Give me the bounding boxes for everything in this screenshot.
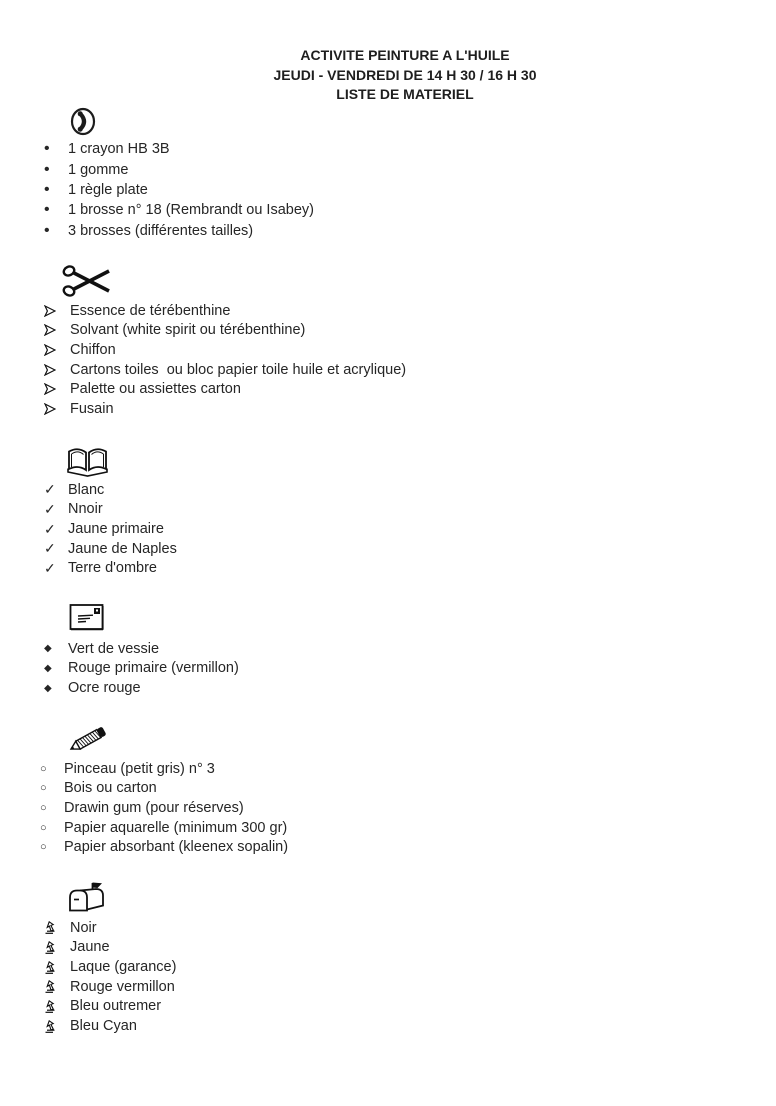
- pencil-supplies-list: [44, 139, 314, 241]
- disc-bullet: •: [44, 140, 50, 158]
- pen-over-lines-bullet-icon: [44, 980, 70, 993]
- arrowhead-bullet-icon: [44, 324, 70, 336]
- list-item-text: Jaune primaire: [68, 521, 164, 538]
- list-item-text: Rouge vermillon: [70, 978, 175, 995]
- pen-over-lines-bullet-icon: [44, 961, 70, 974]
- pen-over-lines-bullet-icon: [44, 941, 70, 954]
- disc-bullet: •: [44, 160, 50, 178]
- list-item-text: Bleu Cyan: [70, 1018, 137, 1035]
- list-item: [44, 200, 314, 220]
- scissors-icon: [62, 265, 110, 297]
- list-item: [40, 818, 288, 838]
- list-item: [44, 997, 176, 1017]
- list-item: [44, 180, 314, 200]
- pen-over-lines-bullet-icon: [44, 1020, 70, 1033]
- circle-bullet: ○: [40, 782, 47, 795]
- list-item: [40, 759, 288, 779]
- list-item-text: Papier absorbant (kleenex sopalin): [64, 839, 289, 856]
- list-item: [44, 678, 239, 698]
- list-item: [44, 301, 406, 321]
- list-item: [44, 480, 177, 500]
- diamond-bullet: ◆: [44, 682, 52, 694]
- diamond-bullet: ◆: [44, 662, 52, 674]
- list-item: [40, 779, 288, 799]
- check-bullet: ✓: [44, 500, 56, 517]
- list-item: [44, 659, 239, 679]
- disc-bullet: •: [44, 180, 50, 198]
- list-item-text: Laque (garance): [70, 959, 177, 976]
- list-item: [44, 918, 176, 938]
- check-bullet: ✓: [44, 559, 56, 576]
- base-colors-list: [44, 480, 177, 578]
- circle-bullet: ○: [40, 802, 47, 815]
- list-item-text: 1 règle plate: [68, 181, 148, 198]
- telephone-receiver-icon: [70, 107, 96, 136]
- list-item-text: 1 brosse n° 18 (Rembrandt ou Isabey): [68, 202, 314, 219]
- list-item-text: Ocre rouge: [68, 680, 141, 697]
- pencil-icon: [64, 723, 110, 754]
- list-item-text: Pinceau (petit gris) n° 3: [64, 760, 215, 777]
- arrowhead-bullet-icon: [44, 403, 70, 415]
- doc-title-line2: JEUDI - VENDREDI DE 14 H 30 / 16 H 30: [273, 66, 537, 83]
- list-item: [44, 399, 406, 419]
- list-item-text: Bleu outremer: [70, 998, 162, 1015]
- pen-over-lines-bullet-icon: [44, 921, 70, 934]
- arrowhead-bullet-icon: [44, 383, 70, 395]
- list-item: [44, 539, 177, 559]
- list-item: [44, 977, 176, 997]
- circle-bullet: ○: [40, 821, 47, 834]
- red-green-colors-list: [44, 639, 239, 698]
- arrowhead-bullet-icon: [44, 364, 70, 376]
- list-item-text: Terre d'ombre: [68, 560, 157, 577]
- list-item-text: Blanc: [68, 481, 105, 498]
- list-item-text: Chiffon: [70, 342, 116, 359]
- list-item: [44, 559, 177, 579]
- stamped-envelope-icon: [69, 603, 105, 631]
- doc-title-line3: LISTE DE MATERIEL: [336, 86, 474, 102]
- document-title: [34, 46, 776, 105]
- list-item: [40, 838, 288, 858]
- arrowhead-bullet-icon: [44, 305, 70, 317]
- disc-bullet: •: [44, 221, 50, 239]
- circle-bullet: ○: [40, 841, 47, 854]
- list-item: [44, 1016, 176, 1036]
- list-item: [44, 159, 314, 179]
- check-bullet: ✓: [44, 540, 56, 557]
- list-item-text: Rouge primaire (vermillon): [68, 660, 239, 677]
- list-item-text: Fusain: [70, 401, 114, 418]
- arrowhead-bullet-icon: [44, 344, 70, 356]
- list-item-text: Jaune de Naples: [68, 540, 177, 557]
- list-item: [44, 639, 239, 659]
- check-bullet: ✓: [44, 520, 56, 537]
- solvents-list: [44, 301, 406, 419]
- list-item: [44, 380, 406, 400]
- list-item-text: 1 crayon HB 3B: [68, 141, 170, 158]
- list-item-text: 3 brosses (différentes tailles): [68, 222, 254, 239]
- list-item: [44, 139, 314, 159]
- mailbox-flag-up-icon: [66, 881, 108, 913]
- open-book-icon: [65, 444, 110, 477]
- watercolor-supplies-list: [40, 759, 288, 857]
- doc-title-line1: ACTIVITE PEINTURE A L'HUILE: [300, 47, 510, 63]
- list-item-text: Papier aquarelle (minimum 300 gr): [64, 819, 288, 836]
- list-item-text: 1 gomme: [68, 161, 129, 178]
- list-item-text: Cartons toiles ou bloc papier toile huile et acrylique): [70, 361, 407, 378]
- list-item: [44, 321, 406, 341]
- oil-colors-list: [44, 918, 176, 1036]
- circle-bullet: ○: [40, 762, 47, 775]
- list-item-text: Bois ou carton: [64, 780, 157, 797]
- list-item: [44, 340, 406, 360]
- list-item: [44, 519, 177, 539]
- list-item-text: Jaune: [70, 939, 110, 956]
- list-item: [44, 957, 176, 977]
- list-item: [44, 360, 406, 380]
- list-item: [44, 938, 176, 958]
- pen-over-lines-bullet-icon: [44, 1000, 70, 1013]
- check-bullet: ✓: [44, 481, 56, 498]
- list-item-text: Essence de térébenthine: [70, 302, 231, 319]
- list-item-text: Solvant (white spirit ou térébenthine): [70, 322, 306, 339]
- list-item-text: Palette ou assiettes carton: [70, 381, 241, 398]
- list-item-text: Vert de vessie: [68, 640, 160, 657]
- list-item-text: Noir: [70, 919, 97, 936]
- list-item-text: Nnoir: [68, 501, 103, 518]
- diamond-bullet: ◆: [44, 643, 52, 655]
- list-item-text: Drawin gum (pour réserves): [64, 800, 244, 817]
- disc-bullet: •: [44, 201, 50, 219]
- list-item: [44, 500, 177, 520]
- list-item: [40, 798, 288, 818]
- list-item: [44, 221, 314, 241]
